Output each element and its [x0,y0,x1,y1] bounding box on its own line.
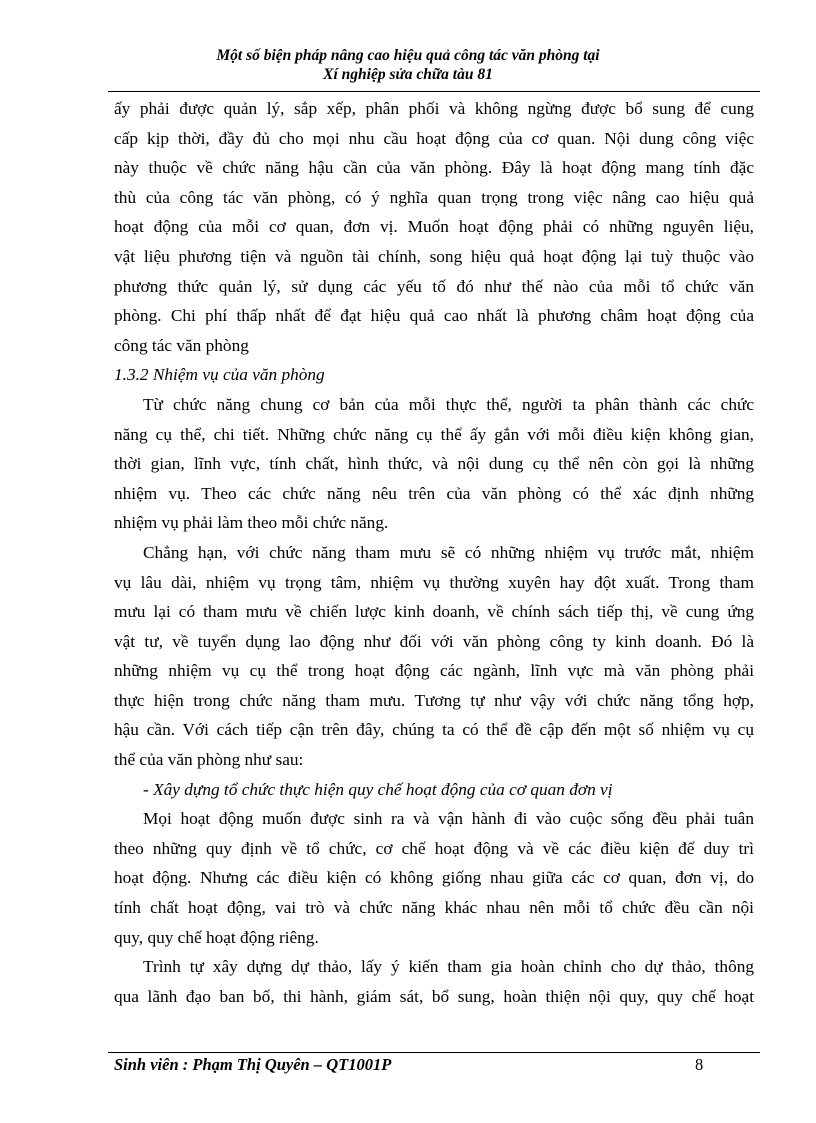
text-line: nhiệm vụ. Theo các chức năng nêu trên của văn phòng có thể xác định những [114,483,754,503]
text-line: mưu lại có tham mưu về chiến lược kinh doanh, về chính sách tiếp thị, về cung ứng [114,602,754,622]
text-line: phòng. Chi phí thấp nhất để đạt hiệu quả cao nhất là phương châm hoạt động của [114,306,754,326]
page-header [108,46,708,84]
text-line: tính chất hoạt động, vai trò và chức năng khác nhau nên mỗi tổ chức đều cần nội [114,898,754,918]
text-line: vật tư, về tuyển dụng lao động như đối với văn phòng công ty kinh doanh. Đó là [114,631,754,651]
text-line: qua lãnh đạo ban bố, thi hành, giám sát, bổ sung, hoàn thiện nội quy, quy chế hoạt [114,986,754,1006]
page-number: 8 [695,1055,704,1074]
footer-divider [108,1052,760,1053]
text-line: hoạt động của mỗi cơ quan, đơn vị. Muốn hoạt động phải có những nguyên liệu, [114,217,754,237]
text-line: vụ lâu dài, nhiệm vụ trọng tâm, nhiệm vụ thường xuyên hay đột xuất. Trong tham [114,572,754,592]
header-divider [108,91,760,92]
text-line: công tác văn phòng [114,335,249,355]
document-body [114,94,754,1011]
text-line: thù của công tác văn phòng, có ý nghĩa quan trọng trong việc nâng cao hiệu quả [114,187,754,207]
text-line: nhiệm vụ phải làm theo mỗi chức năng. [114,513,389,533]
text-line: Từ chức năng chung cơ bản của mỗi thực thể, người ta phân thành các chức [143,394,754,414]
section-heading: 1.3.2 Nhiệm vụ của văn phòng [114,365,325,385]
text-line: phương thức quản lý, sử dụng các yếu tố đó như thế nào của mỗi tổ chức văn [114,276,754,296]
text-line: thời gian, lĩnh vực, tính chất, hình thức, và nội dung cụ thể nên còn gọi là những [114,454,754,474]
bullet-item: - Xây dựng tổ chức thực hiện quy chế hoạt động của cơ quan đơn vị [143,779,613,799]
text-line: Chẳng hạn, với chức năng tham mưu sẽ có những nhiệm vụ trước mắt, nhiệm [143,542,754,562]
text-line: Trình tự xây dựng dự thảo, lấy ý kiến tham gia hoàn chỉnh cho dự thảo, thông [143,957,754,977]
paragraph-example [114,538,754,775]
paragraph-regulations [114,804,754,952]
text-line: cấp kịp thời, đầy đủ cho mọi nhu cầu hoạt động của cơ quan. Nội dung công việc [114,128,754,148]
text-line: vật liệu phương tiện và nguồn tài chính, song hiệu quả hoạt động lại tuỳ thuộc vào [114,246,754,266]
text-line: thực hiện trong chức năng tham mưu. Tương tự như vậy với chức năng tổng hợp, [114,690,754,710]
text-line: Mọi hoạt động muốn được sinh ra và vận hành đi vào cuộc sống đều phải tuân [143,809,754,829]
text-line: những nhiệm vụ cụ thể trong hoạt động các ngành, lĩnh vực mà văn phòng phải [114,661,754,681]
paragraph-procedure [114,952,754,1011]
paragraph-tasks-intro [114,390,754,538]
text-line: hậu cần. Với cách tiếp cận trên đây, chúng ta có thể đề cập đến một số nhiệm vụ cụ [114,720,754,740]
text-line: năng cụ thể, chi tiết. Những chức năng cụ thể ấy gắn với mỗi điều kiện không gian, [114,424,754,444]
text-line: này thuộc về chức năng hậu cần của văn phòng. Đây là hoạt động mang tính đặc [114,158,754,178]
paragraph-continuation [114,94,754,360]
text-line: quy, quy chế hoạt động riêng. [114,927,319,947]
text-line: thể của văn phòng như sau: [114,750,304,770]
text-line: theo những quy định về tổ chức, cơ chế hoạt động và về các điều kiện để duy trì [114,838,754,858]
text-line: hoạt động. Nhưng các điều kiện có không giống nhau giữa các cơ quan, đơn vị, do [114,868,754,888]
header-title-line-1: Một số biện pháp nâng cao hiệu quả công tác văn phòng tại [216,47,600,64]
header-title-line-2: Xí nghiệp sửa chữa tàu 81 [323,66,493,83]
footer-student: Sinh viên : Phạm Thị Quyên – QT1001P [114,1055,392,1074]
text-line: ấy phải được quản lý, sắp xếp, phân phối và không ngừng được bổ sung để cung [114,99,754,118]
